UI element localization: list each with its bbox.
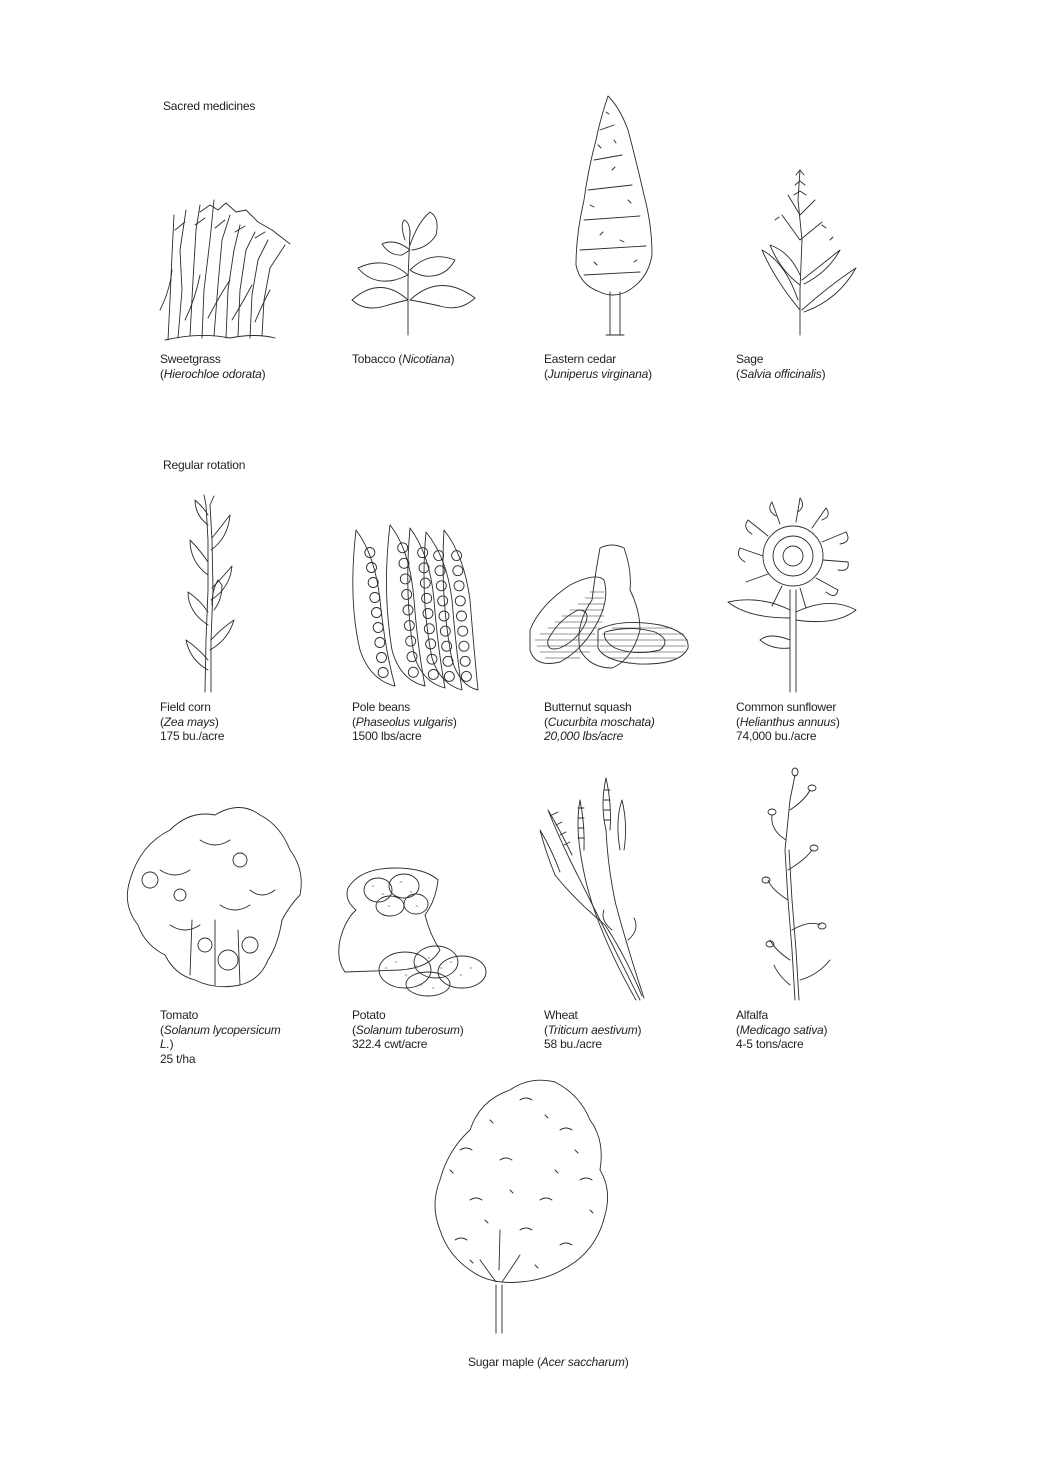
butternut-squash-common-name: Butternut squash [544, 700, 632, 714]
open-paren: ( [160, 366, 164, 381]
close-paren: ) [637, 1022, 642, 1037]
open-paren: ( [736, 366, 740, 381]
close-paren: ) [624, 1355, 629, 1369]
open-paren: ( [395, 352, 403, 366]
sunflower-common-name: Common sunflower [736, 700, 837, 714]
alfalfa-scientific-name: Medicago sativa [739, 1022, 824, 1037]
field-corn-scientific-name: Zea mays [163, 714, 215, 729]
sweetgrass-common-name: Sweetgrass [160, 352, 221, 366]
open-paren: ( [352, 1022, 356, 1037]
sage-scientific-name: Salvia officinalis [739, 366, 822, 381]
open-paren: ( [352, 714, 356, 729]
close-paren: ) [459, 1022, 464, 1037]
tobacco-scientific-name: Nicotiana [402, 352, 451, 366]
field-corn-common-name: Field corn [160, 700, 211, 714]
close-paren: ) [261, 366, 266, 381]
open-paren: ( [736, 1022, 740, 1037]
potato-scientific-name: Solanum tuberosum [355, 1022, 460, 1037]
sweetgrass-scientific-name: Hierochloe odorata [163, 366, 262, 381]
sunflower-yield: 74,000 bu./acre [736, 729, 817, 743]
open-paren: ( [544, 1022, 548, 1037]
tomato-common-name: Tomato [160, 1008, 199, 1022]
close-paren: ) [821, 366, 826, 381]
sugar-maple-common-name: Sugar maple [468, 1355, 534, 1369]
pole-beans-scientific-name: Phaseolus vulgaris [355, 714, 453, 729]
sunflower-scientific-name: Helianthus annuus [739, 714, 836, 729]
wheat-common-name: Wheat [544, 1008, 578, 1022]
close-paren: ) [648, 366, 652, 381]
sage-common-name: Sage [736, 352, 764, 366]
alfalfa-common-name: Alfalfa [736, 1008, 768, 1022]
tomato-yield: 25 t/ha [160, 1051, 196, 1066]
potato-common-name: Potato [352, 1008, 386, 1022]
open-paren: ( [533, 1355, 541, 1369]
wheat-scientific-name: Triticum aestivum [547, 1022, 638, 1037]
pole-beans-common-name: Pole beans [352, 700, 411, 714]
open-paren: ( [736, 714, 740, 729]
alfalfa-yield: 4-5 tons/acre [736, 1037, 804, 1051]
close-paren: ) [169, 1037, 174, 1051]
tobacco-common-name: Tobacco [352, 352, 396, 366]
close-paren: ) [452, 714, 457, 729]
sugar-maple-scientific-name: Acer saccharum [540, 1355, 625, 1369]
wheat-yield: 58 bu./acre [544, 1037, 602, 1051]
butternut-squash-yield: 20,000 lbs/acre [544, 729, 624, 743]
tomato-scientific-name: Solanum lycopersicum L. [160, 1022, 281, 1051]
close-paren: ) [835, 714, 840, 729]
section-title-sacred-medicines: Sacred medicines [163, 99, 256, 113]
potato-yield: 322.4 cwt/acre [352, 1037, 428, 1051]
pole-beans-yield: 1500 lbs/acre [352, 729, 422, 743]
open-paren: ( [544, 714, 548, 729]
eastern-cedar-common-name: Eastern cedar [544, 352, 617, 366]
close-paren: ) [214, 714, 219, 729]
open-paren: ( [160, 714, 164, 729]
field-corn-yield: 175 bu./acre [160, 729, 225, 743]
section-title-regular-rotation: Regular rotation [163, 458, 246, 472]
butternut-squash-scientific-name: Cucurbita moschata) [547, 714, 655, 729]
close-paren: ) [450, 352, 455, 366]
eastern-cedar-scientific-name: Juniperus virginana [547, 366, 649, 381]
open-paren: ( [544, 366, 548, 381]
open-paren: ( [160, 1022, 164, 1037]
close-paren: ) [823, 1022, 828, 1037]
